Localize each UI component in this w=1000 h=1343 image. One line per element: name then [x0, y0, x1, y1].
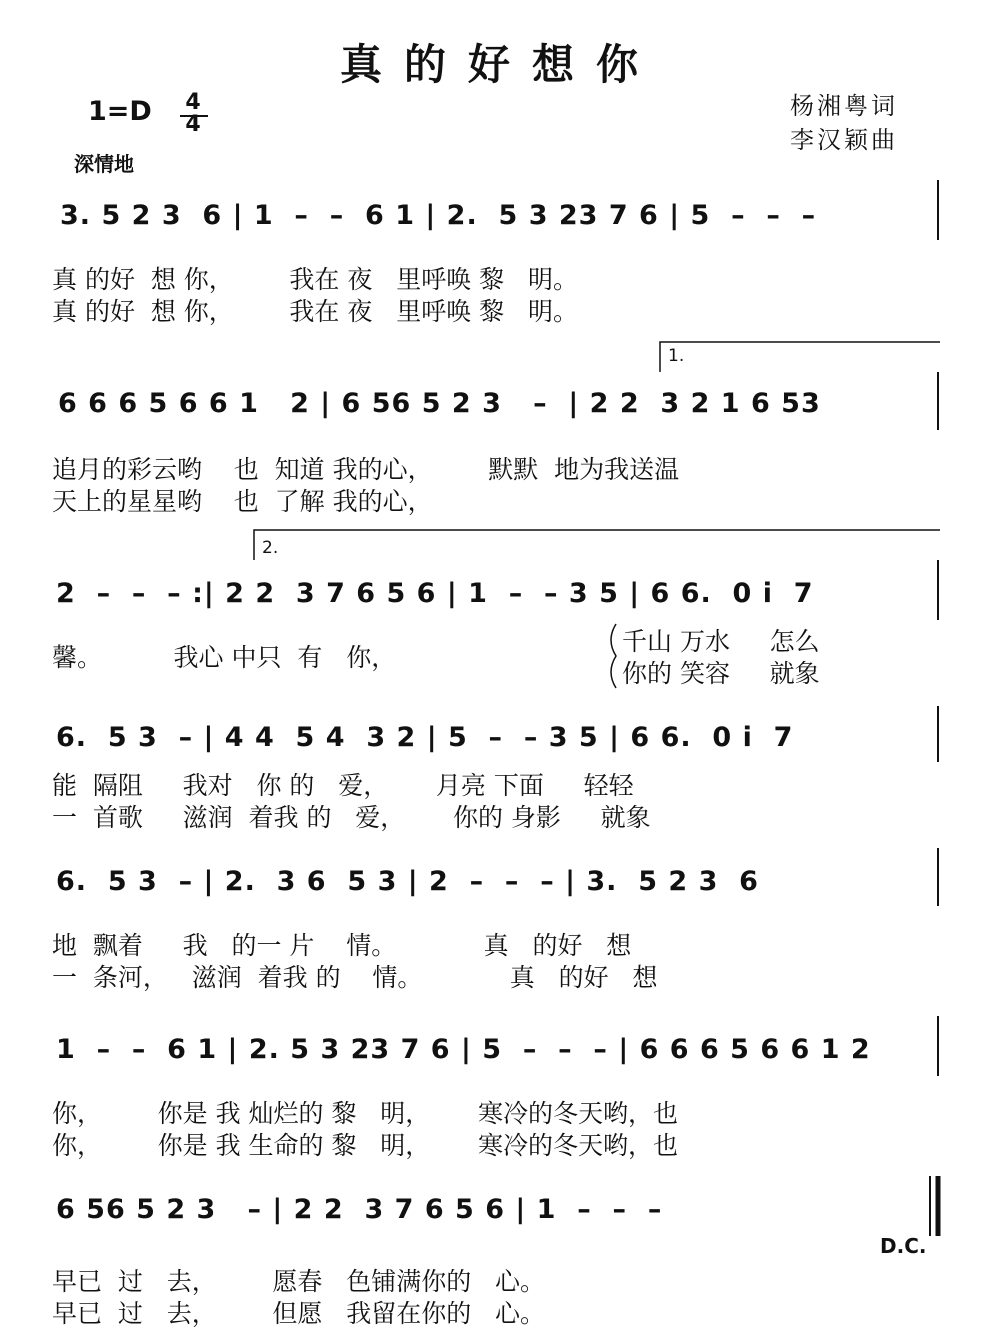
system-3-verse-b: 你的 笑容 就象	[622, 659, 820, 688]
tempo-marking: 深情地	[74, 152, 134, 176]
system-7-notes: 6 56 5 2 3 – | 2 2 3 7 6 5 6 | 1 – – –	[56, 1194, 663, 1225]
second-ending-mark: 2.	[262, 538, 279, 558]
first-ending-bracket	[660, 342, 940, 372]
song-title: 真的好想你	[339, 40, 660, 89]
lyricist-credit: 杨湘粤词	[790, 92, 898, 120]
system-3-notes: 2 – – – :| 2 2 3 7 6 5 6 | 1 – – 3 5 | 6 6. 0 i 7	[56, 578, 814, 609]
second-ending-bracket	[254, 530, 940, 560]
verse-brace	[611, 624, 616, 688]
system-7-lyric-2: 早已 过 去， 但愿 我留在你的 心。	[52, 1299, 546, 1328]
system-2-lyric-2: 天上的星星哟 也 了解 我的心，	[52, 487, 433, 516]
system-5-notes: 6. 5 3 – | 2. 3 6 5 3 | 2 – – – | 3. 5 2 3 6	[56, 866, 759, 897]
system-4-lyric-1: 能 隔阻 我对 你 的 爱， 月亮 下面 轻轻	[52, 771, 634, 800]
composer-credit: 李汉颖曲	[790, 126, 898, 154]
system-6-lyric-2: 你， 你是 我 生命的 黎 明， 寒冷的冬天哟，也	[52, 1131, 678, 1160]
time-signature-bottom: 4	[185, 112, 201, 137]
system-5-lyric-2: 一 条河， 滋润 着我 的 情。 真 的好 想	[52, 963, 658, 992]
system-1-lyric-2: 真 的好 想 你， 我在 夜 里呼唤 黎 明。	[52, 297, 578, 326]
key-signature: 1=D	[88, 96, 152, 127]
system-6-notes: 1 – – 6 1 | 2. 5 3 23 7 6 | 5 – – – | 6 6 6 5 6 6 1 2	[56, 1034, 871, 1065]
system-4-notes: 6. 5 3 – | 4 4 5 4 3 2 | 5 – – 3 5 | 6 6. 0 i 7	[56, 722, 794, 753]
system-6-lyric-1: 你， 你是 我 灿烂的 黎 明， 寒冷的冬天哟，也	[52, 1099, 678, 1128]
first-ending-mark: 1.	[668, 346, 685, 366]
system-5-lyric-1: 地 飘着 我 的一 片 情。 真 的好 想	[52, 931, 632, 960]
system-1-notes: 3. 5 2 3 6 | 1 – – 6 1 | 2. 5 3 23 7 6 | 5 – – –	[60, 200, 817, 231]
system-2-notes: 6 6 6 5 6 6 1 2 | 6 56 5 2 3 – | 2 2 3 2 1 6 53	[58, 388, 821, 419]
system-2-lyric-1: 追月的彩云哟 也 知道 我的心， 默默 地为我送温	[52, 455, 680, 484]
da-capo-mark: D.C.	[880, 1234, 927, 1258]
system-1-lyric-1: 真 的好 想 你， 我在 夜 里呼唤 黎 明。	[52, 265, 578, 294]
time-signature-top: 4	[185, 90, 201, 115]
system-3-lyric-1: 馨。 我心 中只 有 你，	[52, 643, 397, 672]
system-7-lyric-1: 早已 过 去， 愿春 色铺满你的 心。	[52, 1267, 546, 1296]
system-4-lyric-2: 一 首歌 滋润 着我 的 爱， 你的 身影 就象	[52, 803, 651, 832]
system-3-verse-a: 千山 万水 怎么	[622, 627, 820, 656]
